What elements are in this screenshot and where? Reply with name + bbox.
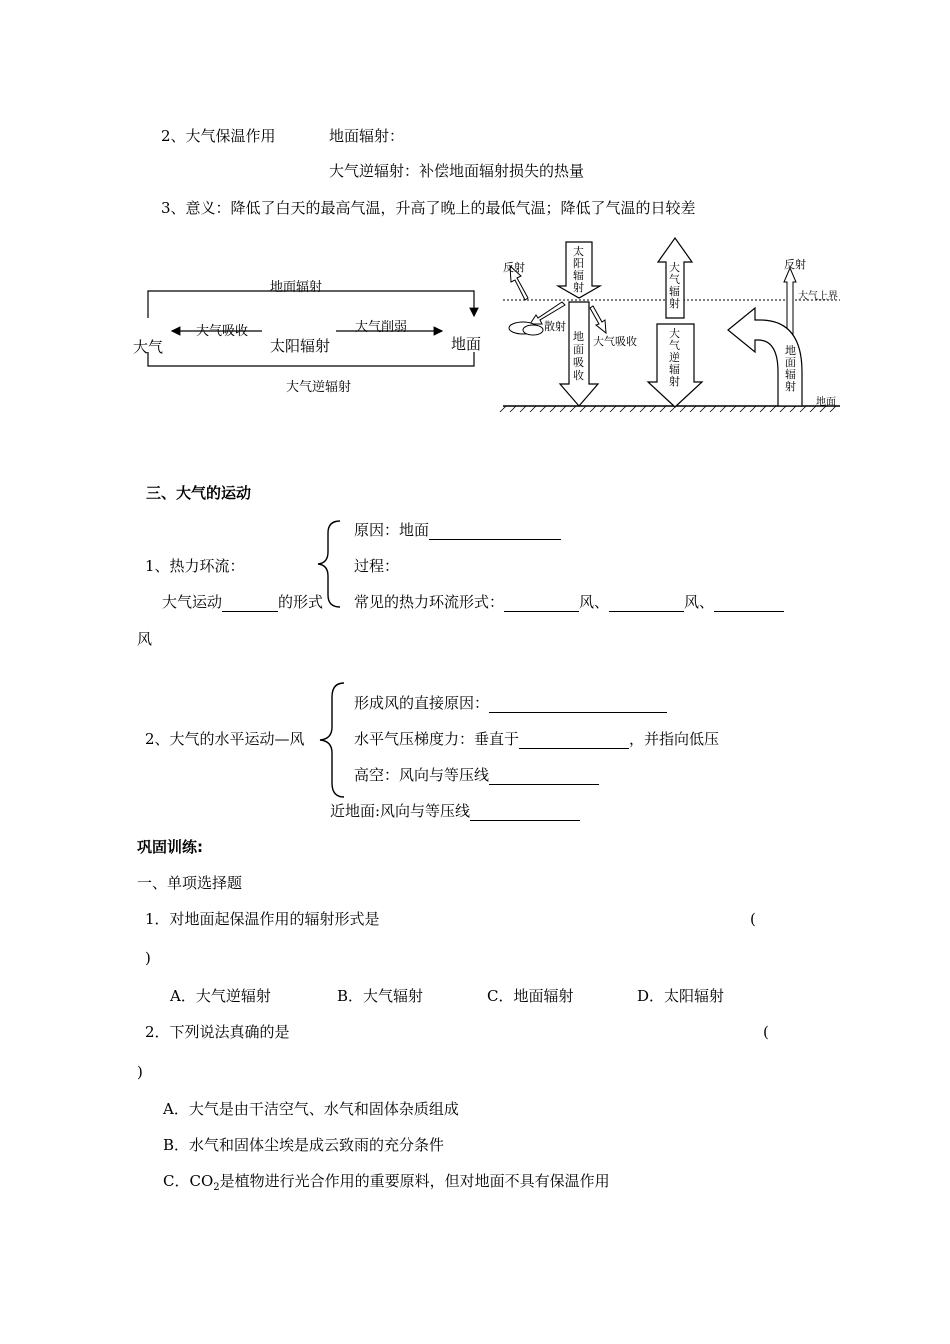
char: 气 <box>669 273 680 286</box>
q1-option-d[interactable]: D．太阳辐射 <box>637 987 725 1005</box>
wind-2: 风、 <box>684 593 715 611</box>
q2-c-post: 是植物进行光合作用的重要原料，但对地面不具有保温作用 <box>219 1172 610 1190</box>
near-line <box>330 801 580 821</box>
exercise-heading: 巩固训练: <box>137 838 203 856</box>
reflect-label-1: 反射 <box>503 261 525 274</box>
char: 地 <box>573 330 584 343</box>
near-label: 近地面:风向与等压线 <box>330 802 471 820</box>
char: 收 <box>573 369 584 382</box>
char: 逆 <box>669 351 680 364</box>
reflect-label-2: 反射 <box>784 258 806 271</box>
near-blank[interactable] <box>470 804 580 821</box>
q2-option-b[interactable]: B．水气和固体尘埃是成云致雨的充分条件 <box>163 1136 445 1154</box>
question-1: 1．对地面起保温作用的辐射形式是 <box>145 910 380 928</box>
pgf-pre: 水平气压梯度力：垂直于 <box>354 730 520 748</box>
pgf-blank[interactable] <box>519 732 629 749</box>
char: 辐 <box>669 363 680 376</box>
question-2: 2．下列说法真确的是 <box>145 1023 290 1041</box>
direct-blank[interactable] <box>489 696 667 713</box>
exercise-subheading: 一、单项选择题 <box>137 874 243 892</box>
meaning-text: 3、意义：降低了白天的最高气温，升高了晚上的最低气温；降低了气温的日较差 <box>161 199 696 217</box>
high-label: 高空：风向与等压线 <box>354 766 490 784</box>
loop-counter-radiation: 大气逆辐射 <box>286 380 352 395</box>
char: 面 <box>573 343 584 356</box>
ground-radiation-label: 地面辐射： <box>329 127 405 145</box>
form-pre: 大气运动 <box>162 593 223 611</box>
wind-blank-3[interactable] <box>714 595 784 612</box>
char: 大 <box>669 261 680 274</box>
q2-open-paren: ( <box>763 1023 769 1041</box>
form-blank[interactable] <box>222 595 278 612</box>
atmos-absorb-right-label: 大气吸收 <box>593 335 637 348</box>
char: 辐 <box>669 285 680 298</box>
ground-label-right: 地面 <box>816 397 836 408</box>
char: 射 <box>785 380 796 393</box>
char: 射 <box>669 375 680 388</box>
cause-label: 原因：地面 <box>354 521 430 539</box>
common-label: 常见的热力环流形式： <box>354 593 505 611</box>
char: 阳 <box>573 257 584 270</box>
solar-node: 太阳辐射 <box>270 337 331 355</box>
high-line <box>354 765 599 785</box>
char: 地 <box>785 344 796 357</box>
char: 射 <box>669 297 680 310</box>
wind-blank-1[interactable] <box>504 595 579 612</box>
cause-line <box>354 520 561 540</box>
q2-close-paren: ) <box>137 1063 143 1081</box>
char: 太 <box>573 245 584 258</box>
char: 气 <box>669 339 680 352</box>
q1-option-a[interactable]: A．大气逆辐射 <box>170 987 271 1005</box>
wind-1: 风、 <box>579 593 610 611</box>
char: 大 <box>669 327 680 340</box>
horizontal-label: 2、大气的水平运动—风 <box>145 730 305 748</box>
pgf-line <box>354 729 719 749</box>
form-line <box>162 592 323 612</box>
counter-radiation-text: 大气逆辐射：补偿地面辐射损失的热量 <box>329 162 585 180</box>
common-line <box>354 592 784 612</box>
q2-option-a[interactable]: A．大气是由干洁空气、水气和固体杂质组成 <box>163 1100 459 1118</box>
form-post: 的形式 <box>278 593 324 611</box>
q2-c-pre: C．CO <box>163 1172 214 1190</box>
q2-c-sub: 2 <box>213 1182 220 1193</box>
wind-3: 风 <box>137 630 153 648</box>
direct-label: 形成风的直接原因： <box>354 694 490 712</box>
wind-blank-2[interactable] <box>609 595 684 612</box>
high-blank[interactable] <box>489 768 599 785</box>
char: 辐 <box>785 368 796 381</box>
atmos-absorb-label: 大气吸收 <box>196 324 249 339</box>
char: 面 <box>785 356 796 369</box>
q1-open-paren: ( <box>750 910 756 928</box>
char: 射 <box>573 281 584 294</box>
atmos-node: 大气 <box>133 338 164 356</box>
section-2-title: 2、大气保温作用 <box>161 127 276 145</box>
direct-line <box>354 693 667 713</box>
thermal-label: 1、热力环流： <box>145 557 245 575</box>
q1-option-b[interactable]: B．大气辐射 <box>337 987 424 1005</box>
process-label: 过程： <box>354 557 400 575</box>
char: 吸 <box>573 356 584 369</box>
upper-boundary-label: 大气上界 <box>798 291 838 302</box>
char: 辐 <box>573 269 584 282</box>
loop-ground-radiation: 地面辐射 <box>270 280 323 295</box>
q2-option-c[interactable] <box>163 1171 610 1198</box>
ground-node: 地面 <box>451 335 482 353</box>
q1-option-c[interactable]: C．地面辐射 <box>487 987 574 1005</box>
part3-heading: 三、大气的运动 <box>146 484 252 502</box>
q1-close-paren: ) <box>145 949 151 967</box>
scatter-label: 散射 <box>544 320 566 333</box>
atmos-weaken-label: 大气削弱 <box>355 320 408 335</box>
pgf-post: ，并指向低压 <box>629 730 720 748</box>
cause-blank[interactable] <box>429 523 561 540</box>
